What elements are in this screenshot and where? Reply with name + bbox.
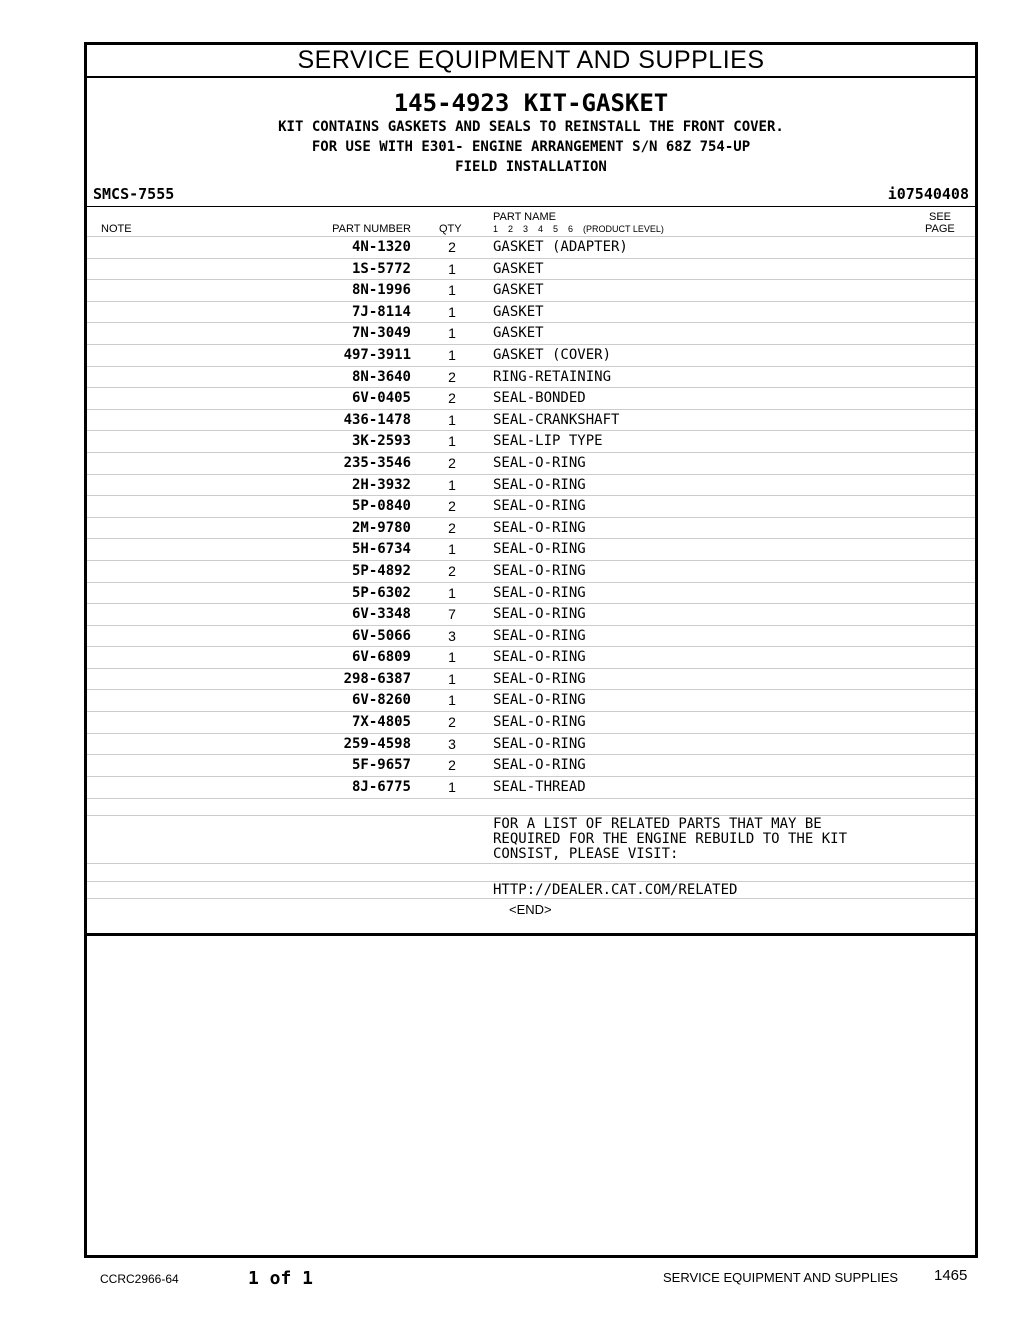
quantity: 1	[448, 649, 456, 666]
quantity: 3	[448, 735, 456, 752]
part-number: 6V-8260	[351, 692, 411, 709]
quantity: 7	[448, 606, 456, 623]
part-name: SEAL-BONDED	[493, 390, 586, 407]
part-name: SEAL-O-RING	[493, 649, 586, 666]
quantity: 1	[448, 346, 456, 363]
table-row	[87, 452, 975, 474]
quantity: 1	[448, 282, 456, 299]
part-number: 6V-6809	[351, 649, 411, 666]
part-name: SEAL-O-RING	[493, 541, 586, 558]
col-part-name: PART NAME	[493, 211, 556, 223]
col-part-number: PART NUMBER	[332, 223, 411, 235]
part-name: GASKET	[493, 303, 544, 320]
part-name: SEAL-THREAD	[493, 778, 586, 795]
table-row	[87, 495, 975, 517]
table-row	[87, 603, 975, 625]
col-note: NOTE	[101, 223, 132, 235]
table-row	[87, 754, 975, 776]
part-name: GASKET (ADAPTER)	[493, 239, 628, 255]
table-row	[87, 301, 975, 323]
part-number: 2M-9780	[351, 519, 411, 536]
part-name: RING-RETAINING	[493, 368, 612, 385]
quantity: 2	[448, 714, 456, 731]
table-row	[87, 474, 975, 496]
part-number: 497-3911	[343, 346, 411, 363]
table-row	[87, 711, 975, 733]
part-name: SEAL-O-RING	[493, 584, 586, 601]
row-divider	[87, 863, 975, 864]
col-page: PAGE	[925, 223, 955, 235]
part-number: 4N-1320	[351, 239, 411, 255]
table-row	[87, 538, 975, 560]
related-parts-note: FOR A LIST OF RELATED PARTS THAT MAY BE REQUIRED FOR THE ENGINE REBUILD TO THE KIT CONSIST, PLEASE VISIT:	[493, 816, 848, 862]
kit-usage: FOR USE WITH E301- ENGINE ARRANGEMENT S/N 68Z 754-UP	[311, 139, 751, 155]
quantity: 1	[448, 411, 456, 428]
table-row	[87, 668, 975, 690]
part-name: GASKET	[493, 260, 544, 277]
table-row	[87, 366, 975, 388]
col-product-levels: 1 2 3 4 5 6 (PRODUCT LEVEL)	[493, 224, 664, 234]
quantity: 2	[448, 562, 456, 579]
part-number: 7X-4805	[351, 714, 411, 731]
quantity: 1	[448, 325, 456, 342]
quantity: 1	[448, 584, 456, 601]
part-number: 436-1478	[343, 411, 411, 428]
document-code: CCRC2966-64	[100, 1272, 179, 1286]
table-row	[87, 258, 975, 280]
part-name: SEAL-O-RING	[493, 454, 586, 471]
part-number: 235-3546	[343, 454, 411, 471]
table-row	[87, 689, 975, 711]
quantity: 1	[448, 303, 456, 320]
quantity: 1	[448, 670, 456, 687]
part-name: SEAL-LIP TYPE	[493, 433, 603, 450]
table-row	[87, 387, 975, 409]
page-count: 1 of 1	[248, 1268, 314, 1289]
quantity: 2	[448, 390, 456, 407]
illustration-id: i07540408	[887, 185, 969, 203]
page-number: 1465	[934, 1267, 968, 1284]
parts-table	[87, 236, 975, 797]
part-name: SEAL-CRANKSHAFT	[493, 411, 620, 428]
quantity: 2	[448, 239, 456, 255]
part-number: 3K-2593	[351, 433, 411, 450]
part-number: 2H-3932	[351, 476, 411, 493]
part-number: 298-6387	[343, 670, 411, 687]
kit-description: KIT CONTAINS GASKETS AND SEALS TO REINSTALL THE FRONT COVER.	[278, 119, 784, 135]
part-number: 5P-6302	[351, 584, 411, 601]
part-name: SEAL-O-RING	[493, 670, 586, 687]
part-number: 6V-0405	[351, 390, 411, 407]
row-divider	[87, 798, 975, 799]
part-name: SEAL-O-RING	[493, 476, 586, 493]
part-number: 6V-3348	[351, 606, 411, 623]
part-name: SEAL-O-RING	[493, 606, 586, 623]
part-number: 5P-0840	[351, 498, 411, 515]
part-number: 5F-9657	[351, 757, 411, 774]
section-title: SERVICE EQUIPMENT AND SUPPLIES	[87, 45, 975, 78]
table-row	[87, 582, 975, 604]
table-row	[87, 646, 975, 668]
part-name: SEAL-O-RING	[493, 757, 586, 774]
quantity: 1	[448, 433, 456, 450]
part-number: 8J-6775	[351, 778, 411, 795]
part-number: 7N-3049	[351, 325, 411, 342]
quantity: 1	[448, 260, 456, 277]
quantity: 2	[448, 368, 456, 385]
table-row	[87, 322, 975, 344]
table-row	[87, 517, 975, 539]
table-row	[87, 430, 975, 452]
table-row	[87, 560, 975, 582]
part-number: 8N-1996	[351, 282, 411, 299]
kit-title: 145-4923 KIT-GASKET	[393, 89, 669, 117]
part-name: SEAL-O-RING	[493, 692, 586, 709]
part-name: GASKET	[493, 282, 544, 299]
related-parts-link[interactable]: HTTP://DEALER.CAT.COM/RELATED	[493, 882, 738, 898]
part-number: 5H-6734	[351, 541, 411, 558]
part-number: 5P-4892	[351, 562, 411, 579]
part-number: 8N-3640	[351, 368, 411, 385]
table-row	[87, 776, 975, 798]
part-name: SEAL-O-RING	[493, 562, 586, 579]
end-marker: <END>	[509, 902, 552, 917]
quantity: 2	[448, 519, 456, 536]
part-number: 6V-5066	[351, 627, 411, 644]
part-number: 7J-8114	[351, 303, 411, 320]
quantity: 2	[448, 454, 456, 471]
part-name: SEAL-O-RING	[493, 498, 586, 515]
table-row	[87, 344, 975, 366]
quantity: 2	[448, 498, 456, 515]
part-name: GASKET	[493, 325, 544, 342]
part-number: 259-4598	[343, 735, 411, 752]
part-name: SEAL-O-RING	[493, 627, 586, 644]
quantity: 1	[448, 692, 456, 709]
part-name: SEAL-O-RING	[493, 714, 586, 731]
header-divider	[87, 206, 975, 207]
quantity: 3	[448, 627, 456, 644]
quantity: 1	[448, 476, 456, 493]
part-number: 1S-5772	[351, 260, 411, 277]
page-frame	[84, 42, 978, 1258]
footer-section: SERVICE EQUIPMENT AND SUPPLIES	[663, 1270, 899, 1285]
part-name: GASKET (COVER)	[493, 346, 612, 363]
quantity: 1	[448, 778, 456, 795]
table-row	[87, 625, 975, 647]
quantity: 2	[448, 757, 456, 774]
part-name: SEAL-O-RING	[493, 519, 586, 536]
col-qty: QTY	[439, 223, 462, 235]
table-row	[87, 409, 975, 431]
quantity: 1	[448, 541, 456, 558]
kit-installation: FIELD INSTALLATION	[455, 159, 607, 175]
table-row	[87, 733, 975, 755]
content-bottom-rule	[87, 933, 975, 936]
part-name: SEAL-O-RING	[493, 735, 586, 752]
row-divider	[87, 898, 975, 899]
table-row	[87, 279, 975, 301]
smcs-code: SMCS-7555	[93, 185, 175, 203]
table-row	[87, 236, 975, 258]
col-see: SEE	[929, 211, 952, 223]
